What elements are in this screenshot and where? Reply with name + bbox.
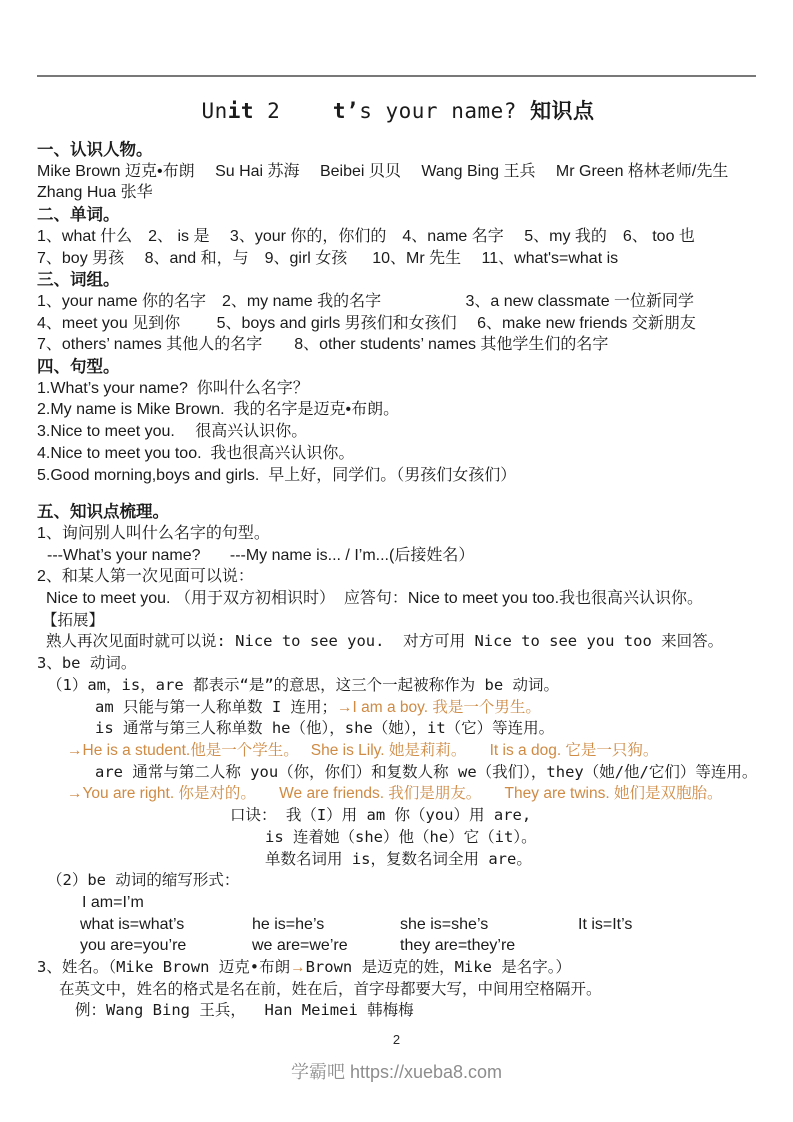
doc-line <box>37 675 759 697</box>
text-segment: what is=what’s <box>80 915 185 933</box>
header-rule <box>37 75 756 77</box>
text-segment: it <box>227 99 255 123</box>
text-segment: 四、句型。 <box>37 357 120 377</box>
text-segment: → <box>290 959 306 977</box>
text-segment: 例：Wang Bing 王兵， Han Meimei 韩梅梅 <box>75 1001 414 1020</box>
doc-line <box>37 226 759 248</box>
sec3-heading <box>37 269 759 291</box>
text-segment: →I am a boy. 我是一个男生。 <box>337 698 541 716</box>
text-segment: he is=he’s <box>252 915 325 933</box>
mnemonic-line <box>37 849 759 871</box>
mnemonic-line <box>37 827 759 849</box>
text-segment: 2 <box>254 99 333 123</box>
text-segment: ---What’s your name? ---My name is... / I’m...(后接姓名） <box>47 546 475 564</box>
doc-line <box>37 566 759 588</box>
text-segment: 1、what 什么 2、 is 是 3、your 你的，你们的 4、name 名字 5、my 我的 6、 too 也 <box>37 227 695 245</box>
text-segment: 单数名词用 is，复数名词全用 are。 <box>265 849 532 868</box>
page-title <box>37 96 759 126</box>
doc-line <box>37 248 759 270</box>
footer-watermark: 学霸吧 https://xueba8.com <box>290 1062 503 1082</box>
text-segment: →You are right. 你是对的。 We are friends. 我们是朋友。 They are twins. 她们是双胞胎。 <box>67 785 723 803</box>
text-segment: 在英文中，姓名的格式是名在前，姓在后，首字母都要大写，中间用空格隔开。 <box>59 979 602 998</box>
text-segment: 一、认识人物。 <box>37 140 153 159</box>
text-segment: 二、单词。 <box>37 205 120 225</box>
text-segment: 1、询问别人叫什么名字的句型。 <box>37 524 270 542</box>
text-segment: 知识点 <box>530 99 595 123</box>
text-segment: →He is a student.他是一个学生。 She is Lily. 她是莉莉。 It is a dog. 它是一只狗。 <box>67 741 659 759</box>
contraction-row <box>37 914 759 936</box>
text-segment: Nice to meet you. （用于双方初相识时） 应答句：Nice to meet you too.我也很高兴认识你。 <box>46 590 704 608</box>
doc-line <box>37 1000 759 1022</box>
text-segment: is 通常与第三人称单数 he（他），she（她），it（它）等连用。 <box>95 719 555 738</box>
text-segment: I am=I’m <box>82 893 144 911</box>
text-segment: Mike Brown 迈克•布朗 Su Hai 苏海 Beibei 贝贝 Wang Bing 王兵 Mr Green 格林老师/先生 <box>37 162 729 180</box>
text-segment: you are=you’re <box>80 937 187 955</box>
text-segment: 4.Nice to meet you too. 我也很高兴认识你。 <box>37 444 355 462</box>
doc-line <box>37 653 759 675</box>
text-segment: s your name? <box>359 99 531 123</box>
text-segment: am 只能与第一人称单数 I 连用； <box>95 697 337 716</box>
doc-line <box>37 523 759 545</box>
text-segment: 1.What’s your name? 你叫什么名字？ <box>37 379 309 397</box>
text-segment: （2）be 动词的缩写形式： <box>47 871 240 890</box>
doc-line <box>37 421 759 443</box>
doc-line <box>37 892 759 914</box>
text-segment: 【拓展】 <box>42 610 105 629</box>
text-segment: 3、be 动词。 <box>37 654 137 673</box>
text-segment: 7、boy 男孩 8、and 和，与 9、girl 女孩 10、Mr 先生 11、what's=what is <box>37 249 619 267</box>
doc-line <box>37 588 759 610</box>
text-segment: 口诀： 我（I）用 am 你（you）用 are, <box>230 806 532 825</box>
doc-line <box>37 334 759 356</box>
doc-line <box>37 465 759 487</box>
text-segment: 3.Nice to meet you. 很高兴认识你。 <box>37 423 308 441</box>
text-segment: they are=they’re <box>400 937 516 955</box>
doc-line <box>37 182 759 204</box>
text-segment: we are=we’re <box>252 937 348 955</box>
text-segment: 2.My name is Mike Brown. 我的名字是迈克•布朗。 <box>37 401 400 419</box>
sec2-heading <box>37 204 759 226</box>
doc-line <box>37 957 759 979</box>
text-segment: Zhang Hua 张华 <box>37 184 153 202</box>
text-segment: 1、your name 你的名字 2、my name 我的名字 3、a new classmate 一位新同学 <box>37 292 695 310</box>
doc-line <box>37 291 759 313</box>
text-segment: 五、知识点梳理。 <box>37 502 169 522</box>
text-segment: 5.Good morning,boys and girls. 早上好，同学们。（男孩们女孩们） <box>37 466 517 484</box>
text-segment: is 连着她（she）他（he）它（it）。 <box>265 827 537 846</box>
sec4-heading <box>37 356 759 378</box>
text-segment: 2、和某人第一次见面可以说： <box>37 568 254 586</box>
mnemonic-line <box>37 805 759 827</box>
sec1-heading <box>37 139 759 161</box>
text-segment: Un <box>201 99 228 123</box>
doc-line <box>37 443 759 465</box>
text-segment: It is=It’s <box>578 915 633 933</box>
text-segment: 7、others’ names 其他人的名字 8、other students’ names 其他学生们的名字 <box>37 336 609 354</box>
doc-line <box>37 313 759 335</box>
doc-line <box>37 870 759 892</box>
doc-line <box>37 740 759 762</box>
doc-line <box>37 399 759 421</box>
text-segment: 4、meet you 见到你 5、boys and girls 男孩们和女孩们 6、make new friends 交新朋友 <box>37 314 696 332</box>
page-number: 2 <box>392 1032 401 1047</box>
text-segment: 三、词组。 <box>37 270 120 290</box>
doc-line <box>37 545 759 567</box>
sec5-heading <box>37 501 759 523</box>
text-segment: （1）am，is，are 都表示“是”的意思，这三个一起被称作为 be 动词。 <box>47 675 559 694</box>
doc-line <box>37 783 759 805</box>
text-segment: are 通常与第二人称 you（你，你们）和复数人称 we（我们），they（她/他/它们）等连用。 <box>95 762 758 781</box>
text-segment: Brown 是迈克的姓，Mike 是名字。） <box>305 958 571 977</box>
doc-line <box>37 378 759 400</box>
doc-line <box>37 762 759 784</box>
expansion-tag <box>37 610 759 632</box>
doc-line <box>37 718 759 740</box>
doc-line <box>37 979 759 1001</box>
text-segment: t’ <box>332 99 360 123</box>
doc-line <box>37 631 759 653</box>
contraction-row <box>37 935 759 957</box>
document-body <box>37 88 759 1022</box>
text-segment: she is=she’s <box>400 915 489 933</box>
text-segment: 3、姓名。（Mike Brown 迈克•布朗 <box>37 958 291 977</box>
doc-line <box>37 697 759 719</box>
doc-line <box>37 161 759 183</box>
text-segment: 熟人再次见面时就可以说: Nice to see you. 对方可用 Nice to see you too 来回答。 <box>46 632 724 651</box>
